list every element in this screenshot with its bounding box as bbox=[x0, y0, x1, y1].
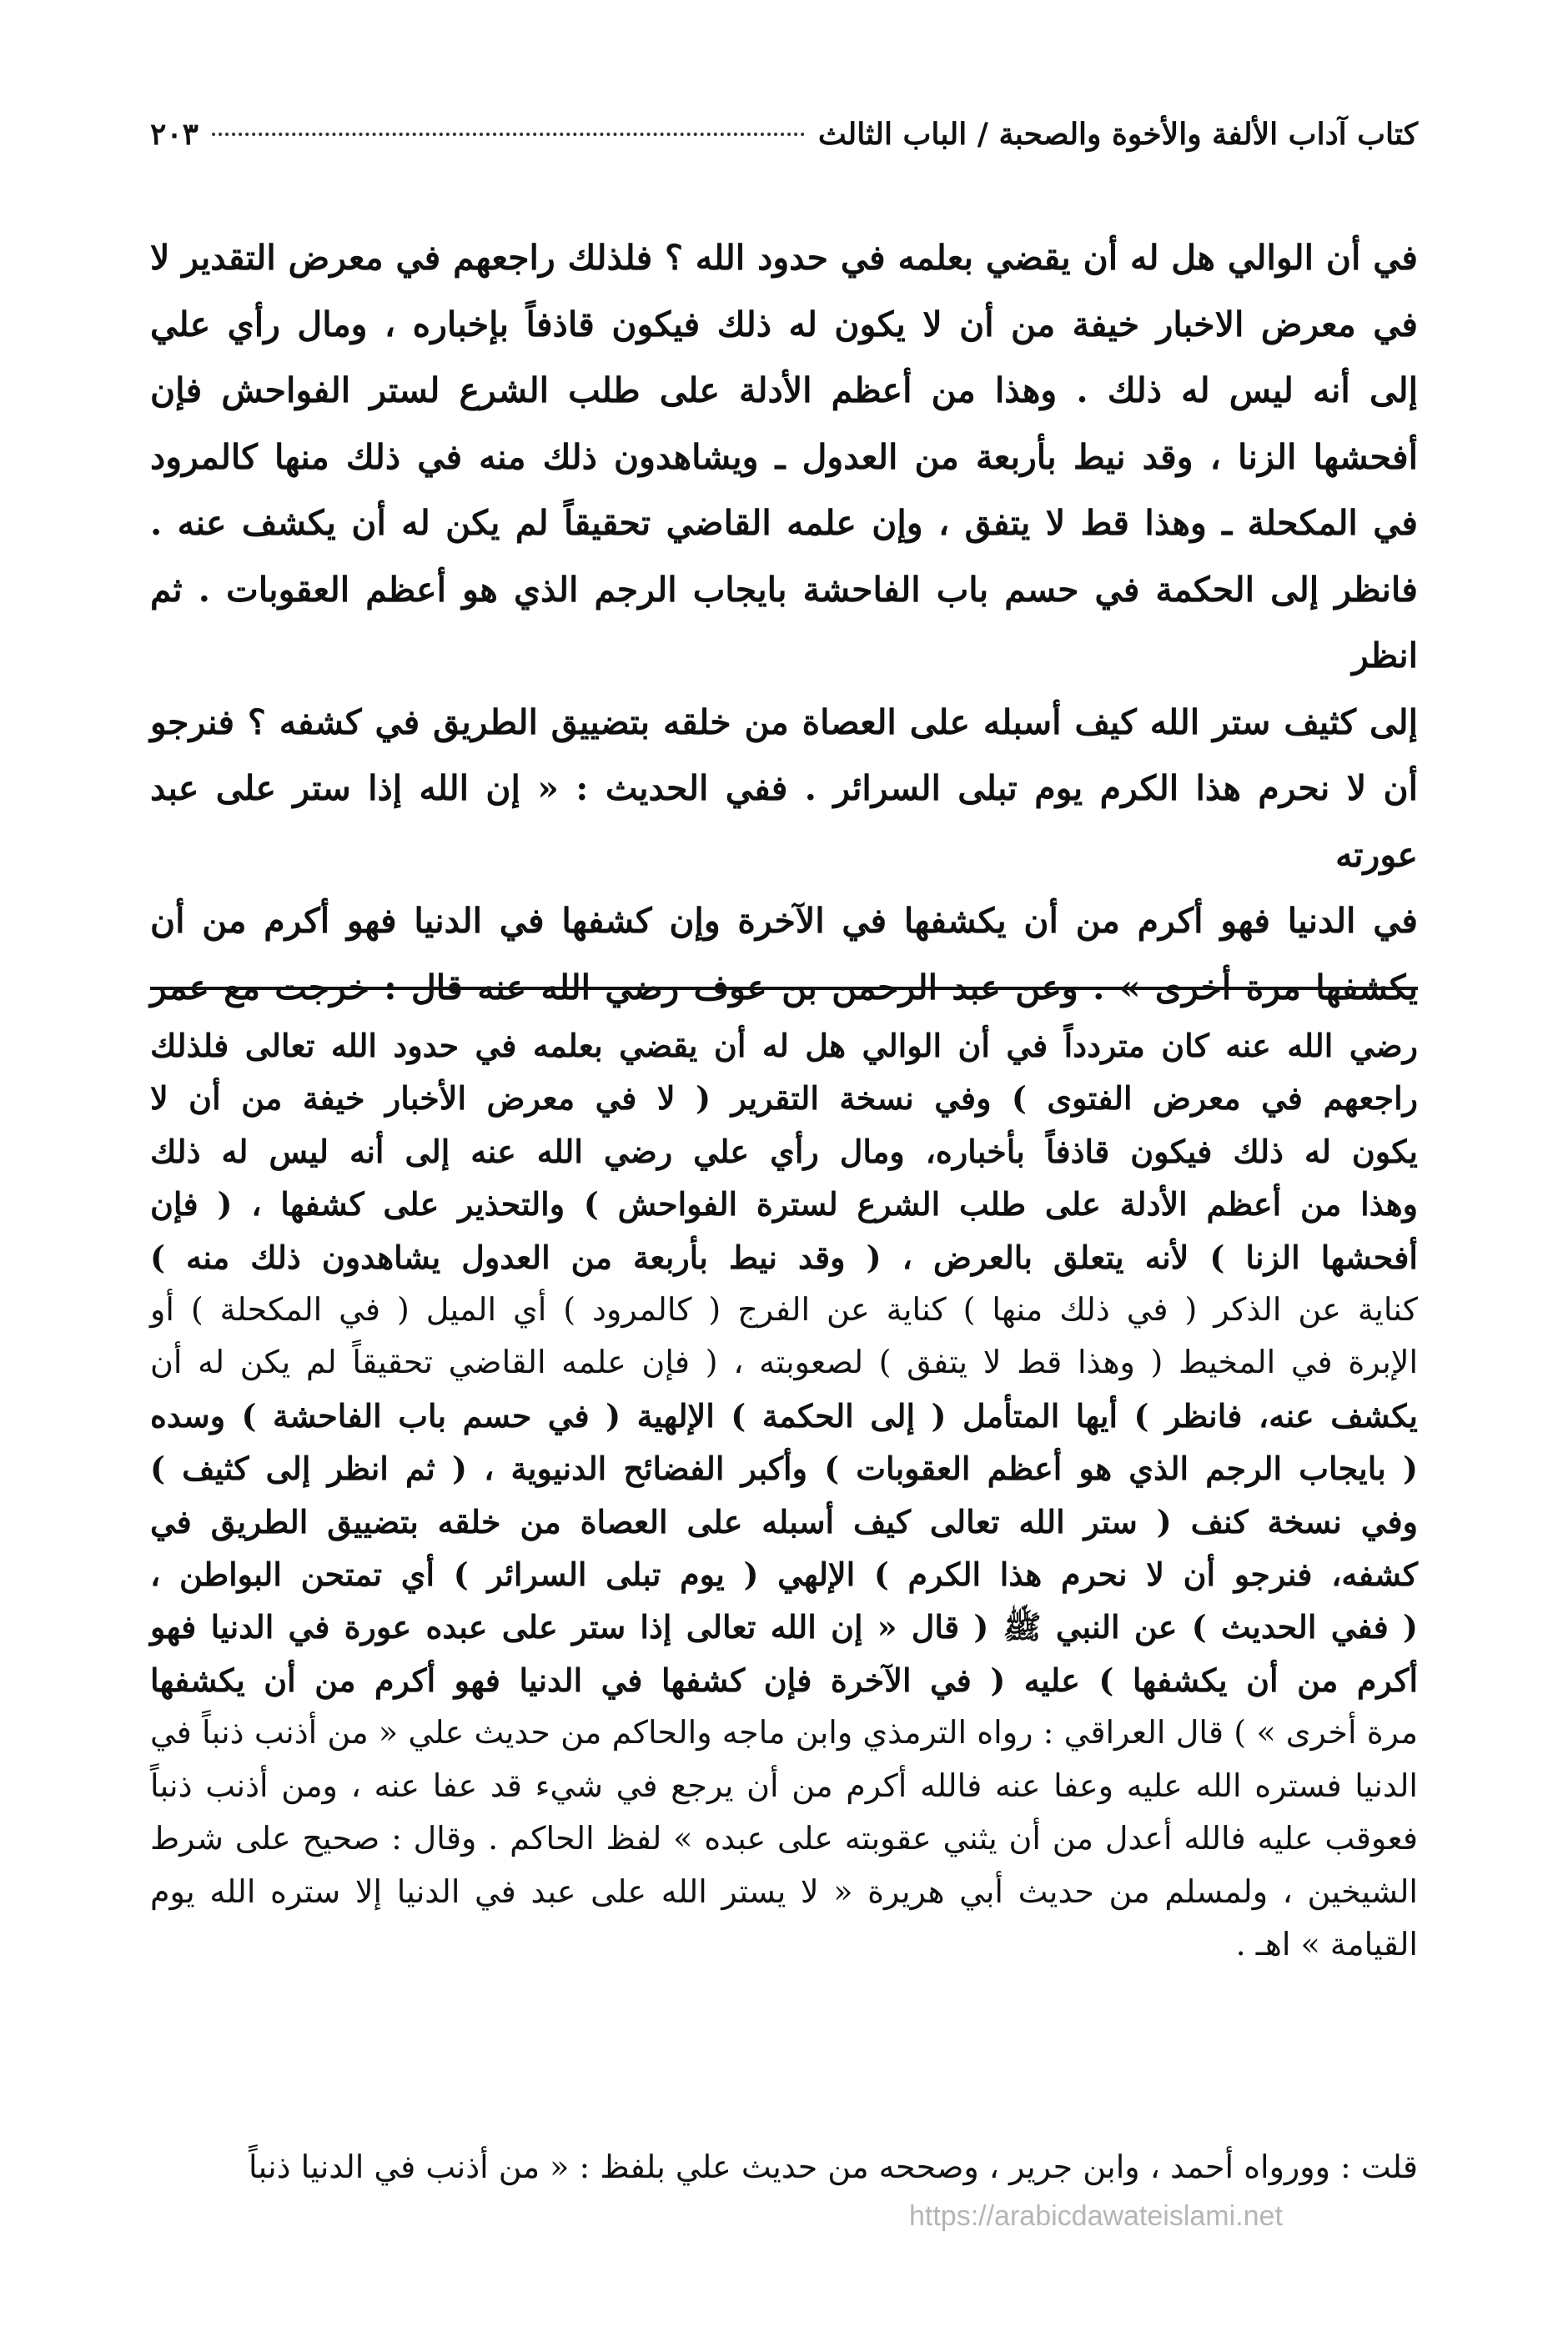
main-line: يكشفها مرة أخرى » . وعن عبد الرحمن بن عوف رضي الله عنه قال : خرجت مع عمر bbox=[150, 967, 1418, 1008]
main-text bbox=[150, 225, 1418, 1021]
commentary-line: كناية عن الذكر ( في ذلك منها ) كناية عن الفرج ( كالمرود ) أي الميل ( في المكحلة ) أو bbox=[150, 1291, 1418, 1329]
running-header bbox=[150, 117, 1418, 152]
commentary-line: مرة أخرى » ) قال العراقي : رواه الترمذي وابن ماجه والحاكم من حديث علي « من أذنب ذنباً في bbox=[150, 1714, 1418, 1752]
commentary-line: أكرم من أن يكشفها ) عليه ( في الآخرة فإن كشفها في الدنيا فهو أكرم من أن يكشفها bbox=[150, 1661, 1418, 1699]
main-line: في الدنيا فهو أكرم من أن يكشفها في الآخرة وإن كشفها في الدنيا فهو أكرم من أن bbox=[150, 901, 1418, 941]
main-line: في المكحلة ـ وهذا قط لا يتفق ، وإن علمه القاضي تحقيقاً لم يكن له أن يكشف عنه . bbox=[150, 503, 1418, 543]
commentary-line: يكون له ذلك فيكون قاذفاً بأخباره، ومال رأي علي رضي الله عنه إلى أنه ليس له ذلك bbox=[150, 1132, 1418, 1170]
commentary-line: الدنيا فستره الله عليه وعفا عنه فالله أكرم من أن يرجع في شيء قد عفا عنه ، ومن أذنب ذنباً bbox=[150, 1767, 1418, 1804]
commentary-line: ( ففي الحديث ) عن النبي ﷺ ( قال « إن الله تعالى إذا ستر على عبده عورة في الدنيا فهو bbox=[150, 1608, 1418, 1646]
commentary-line: وفي نسخة كنف ( ستر الله تعالى كيف أسبله على العصاة من خلقه بتضييق الطريق في bbox=[150, 1502, 1418, 1540]
main-line: فانظر إلى الحكمة في حسم باب الفاحشة بايجاب الرجم الذي هو أعظم العقوبات . ثم انظر bbox=[150, 569, 1418, 676]
main-line: في معرض الاخبار خيفة من أن لا يكون له ذلك فيكون قاذفاً بإخباره ، ومال رأي علي bbox=[150, 304, 1418, 344]
commentary-line: رضي الله عنه كان متردداً في أن الوالي هل له أن يقضي بعلمه في حدود الله تعالى فلذلك bbox=[150, 1027, 1418, 1064]
main-line: أن لا نحرم هذا الكرم يوم تبلى السرائر . ففي الحديث : « إن الله إذا ستر على عبد عورته bbox=[150, 768, 1418, 875]
footnote: قلت : وورواه أحمد ، وابن جرير ، وصححه من حديث علي بلفظ : « من أذنب في الدنيا ذنباً bbox=[249, 2149, 1418, 2185]
commentary-line: الإبرة في المخيط ( وهذا قط لا يتفق ) لصعوبته ، ( فإن علمه القاضي تحقيقاً لم يكن له أن bbox=[150, 1344, 1418, 1381]
page-number: ٢٠٣ bbox=[150, 117, 199, 152]
leader-dots bbox=[212, 133, 805, 136]
section-divider bbox=[150, 987, 1418, 990]
commentary-line: الشيخين ، ولمسلم من حديث أبي هريرة « لا يستر الله على عبد في الدنيا إلا ستره الله يوم bbox=[150, 1872, 1418, 1910]
watermark-url: https://arabicdawateislami.net bbox=[909, 2200, 1283, 2232]
commentary-line: راجعهم في معرض الفتوى ) وفي نسخة التقرير ( لا في معرض الأخبار خيفة من أن لا bbox=[150, 1079, 1418, 1118]
commentary-line: أفحشها الزنا ) لأنه يتعلق بالعرض ، ( وقد نيط بأربعة من العدول يشاهدون ذلك منه ) bbox=[150, 1238, 1418, 1276]
chapter-title: كتاب آداب الألفة والأخوة والصحبة / الباب الثالث bbox=[817, 117, 1418, 152]
main-line: إلى كثيف ستر الله كيف أسبله على العصاة من خلقه بتضييق الطريق في كشفه ؟ فنرجو bbox=[150, 701, 1418, 742]
commentary-line: فعوقب عليه فالله أعدل من أن يثني عقوبته على عبده » لفظ الحاكم . وقال : صحيح على شرط bbox=[150, 1820, 1418, 1857]
commentary-line: وهذا من أعظم الأدلة على طلب الشرع لسترة الفواحش ) والتحذير على كشفها ، ( فإن bbox=[150, 1185, 1418, 1224]
main-line: إلى أنه ليس له ذلك . وهذا من أعظم الأدلة على طلب الشرع لستر الفواحش فإن bbox=[150, 370, 1418, 410]
main-line: أفحشها الزنا ، وقد نيط بأربعة من العدول ـ ويشاهدون ذلك منه في ذلك منها كالمرود bbox=[150, 436, 1418, 477]
commentary-line: القيامة » اهـ . bbox=[1235, 1925, 1418, 1963]
commentary-line: ( بايجاب الرجم الذي هو أعظم العقوبات ) وأكبر الفضائح الدنيوية ، ( ثم انظر إلى كثيف ) bbox=[150, 1450, 1418, 1488]
commentary-line: يكشف عنه، فانظر ) أيها المتأمل ( إلى الحكمة ) الإلهية ( في حسم باب الفاحشة ) وسده bbox=[150, 1396, 1418, 1435]
commentary-line: كشفه، فنرجو أن لا نحرم هذا الكرم ) الإلهي ( يوم تبلى السرائر ) أي تمتحن البواطن ، bbox=[150, 1556, 1418, 1594]
main-line: في أن الوالي هل له أن يقضي بعلمه في حدود الله ؟ فلذلك راجعهم في معرض التقدير لا bbox=[150, 238, 1418, 278]
commentary bbox=[150, 1019, 1418, 1971]
